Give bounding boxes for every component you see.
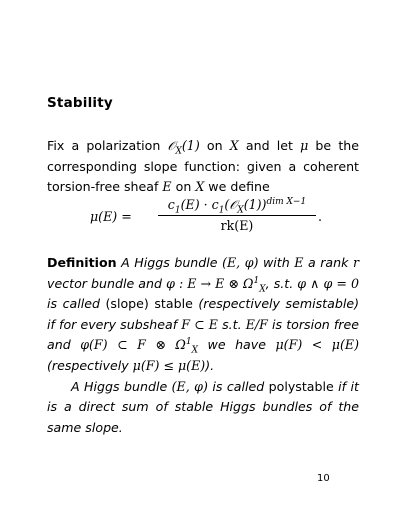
text-run: we have (198, 337, 276, 353)
page-number: 10 (317, 473, 330, 484)
definition-block (47, 253, 359, 438)
text-run: a rank (303, 255, 353, 270)
formula-lhs: μ(E) = (90, 209, 132, 224)
math-symbol: μ(F) ≤ μ(E) (132, 357, 206, 373)
polystable-paragraph (47, 377, 359, 439)
formula-fraction (158, 196, 316, 234)
math-glyph: φ : E → E ⊗ Ω (166, 275, 254, 291)
math-glyph: (1)) (243, 197, 267, 212)
formula-denominator: rk(E) (220, 218, 254, 233)
text-run: is torsion free and (47, 316, 359, 353)
text-run: is called (207, 378, 269, 394)
math-subscript: 1 (174, 205, 181, 216)
math-symbol (80, 337, 199, 356)
definition-label: Definition (47, 255, 117, 270)
math-symbol (166, 275, 266, 295)
math-symbol: μ(F) < μ(E) (275, 337, 359, 353)
defined-term: (slope) stable (105, 296, 193, 312)
text-run: ). (205, 357, 215, 373)
text-run: , s.t. (265, 275, 298, 291)
text-run: A Higgs bundle (116, 255, 223, 270)
math-glyph: (1) (181, 138, 200, 153)
math-superscript: 1 (253, 275, 260, 286)
section-heading: Stability (47, 95, 113, 111)
math-subscript: X (175, 146, 182, 157)
text-run: on (199, 138, 230, 153)
math-symbol: X (229, 138, 239, 153)
math-subscript: X (237, 205, 244, 216)
text-run: we define (204, 179, 270, 194)
slope-formula (90, 196, 330, 240)
intro-paragraph (47, 136, 359, 198)
formula-period: . (318, 209, 323, 224)
math-symbol: X (195, 179, 205, 194)
math-subscript: 1 (218, 205, 225, 216)
text-run: with (258, 255, 295, 270)
math-symbol: E (294, 255, 304, 270)
math-symbol (167, 138, 200, 157)
text-run: vector bundle and (47, 275, 167, 291)
math-glyph: c (167, 197, 175, 212)
text-run: and let (238, 138, 301, 153)
math-symbol: (E, φ) (222, 255, 259, 270)
math-symbol: μ (300, 138, 309, 153)
text-run: is called (47, 296, 106, 312)
text-run: (respectively (47, 357, 133, 373)
math-glyph: (𝒪 (224, 197, 238, 212)
math-superscript: 1 (185, 337, 192, 348)
math-glyph: 𝒪 (167, 138, 176, 153)
math-subscript: X (191, 345, 199, 356)
math-glyph: (E) · c (180, 197, 219, 212)
defined-term: polystable (268, 378, 334, 394)
text-run: Fix a polarization (47, 138, 168, 153)
math-subscript: X (259, 284, 266, 295)
text-run: if it is a direct sum of stable Higgs bundles of the same slope. (47, 378, 359, 435)
math-symbol: E/F (245, 316, 268, 332)
definition-paragraph (47, 253, 359, 377)
formula-numerator (158, 196, 316, 214)
text-run: (respectively semistable) if for every subsheaf (47, 296, 359, 332)
math-superscript: dim X−1 (266, 196, 307, 207)
math-glyph: φ(F) ⊂ F ⊗ Ω (80, 337, 186, 353)
text-run: A Higgs bundle (71, 378, 172, 394)
math-symbol: r (352, 255, 359, 270)
math-symbol: (E, φ) (171, 378, 208, 394)
text-run: be the corresponding slope function: given a coherent torsion-free sheaf (47, 138, 359, 194)
math-symbol: φ ∧ φ = 0 (297, 275, 359, 291)
math-symbol: F ⊂ E (181, 316, 218, 332)
text-run: on (171, 179, 196, 194)
text-run: s.t. (217, 316, 246, 332)
math-symbol: E (162, 179, 172, 194)
